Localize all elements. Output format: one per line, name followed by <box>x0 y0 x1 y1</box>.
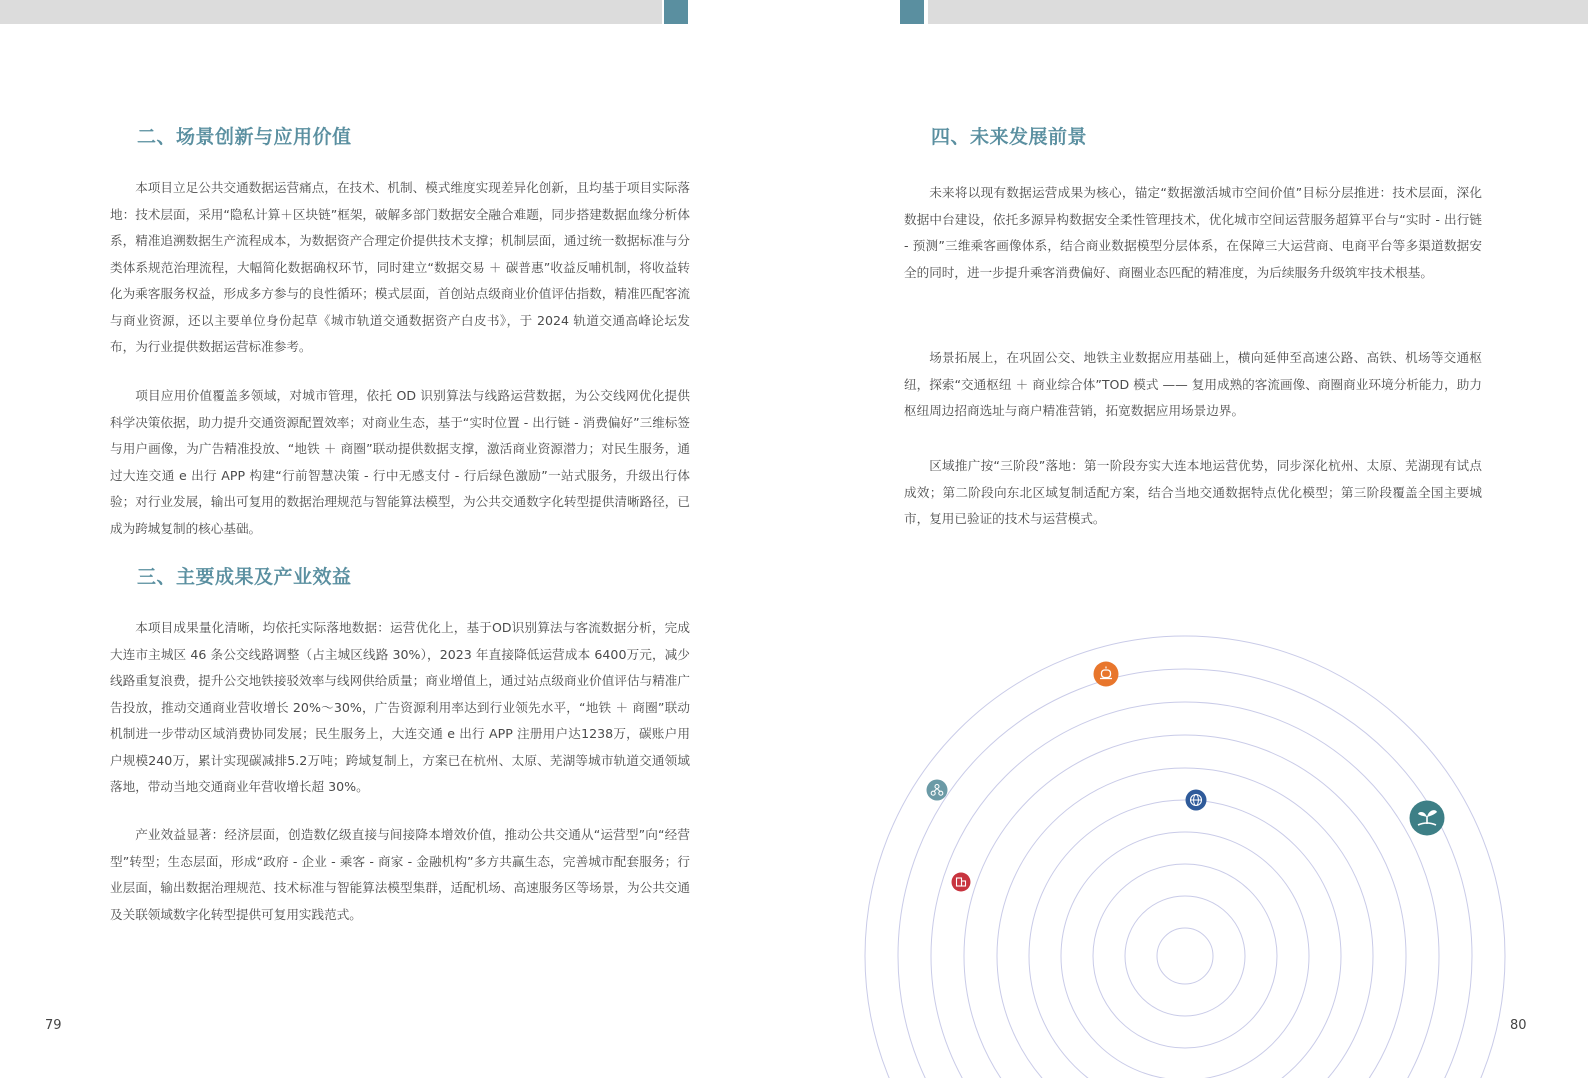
plant-icon <box>1410 801 1445 836</box>
section2-heading: 二、场景创新与应用价值 <box>137 126 352 148</box>
section4-heading: 四、未来发展前景 <box>931 126 1088 148</box>
section4-paragraph-3: 区域推广按“三阶段”落地：第一阶段夯实大连本地运营优势，同步深化杭州、太原、芜湖现有试点成效；第二阶段向东北区域复制适配方案，结合当地交通数据特点优化模型；第三阶段覆盖全国主要城市，复用已验证的技术与运营模式。 <box>904 458 1482 526</box>
section3-heading: 三、主要成果及产业效益 <box>137 566 352 588</box>
page-number-right: 80 <box>1510 1018 1527 1033</box>
ring <box>898 669 1472 1078</box>
section3-paragraph-1: 本项目成果量化清晰，均依托实际落地数据：运营优化上，基于OD识别算法与客流数据分析，完成大连市主城区 46 条公交线路调整（占主城区线路 30%），2023 年直接降低运营成本 6400万元，减少线路重复浪费，提升公交地铁接驳效率与线网供给质量；商业增值上，通过站点级商业价值评估与精准广告投放，推动交通商业营收增长 20%～30%，广告资源利用率达到行业领先水平，“地铁 ＋ 商圈”联动机制进一步带动区域消费协同发展；民生服务上，大连交通 e 出行 APP 注册用户达1238万，碳账户用户规模240万，累计实现碳减排5.2万吨；跨域复制上，方案已在杭州、太原、芜湖等城市轨道交通领域落地，带动当地交通商业年营收增长超 30%。 <box>110 620 690 794</box>
ring <box>964 735 1406 1078</box>
network-icon-bg <box>927 780 948 801</box>
ring <box>1157 928 1213 984</box>
ring <box>1061 832 1309 1078</box>
section4-paragraph-1: 未来将以现有数据运营成果为核心，锚定“数据激活城市空间价值”目标分层推进：技术层面，深化数据中台建设，依托多源异构数据安全柔性管理技术，优化城市空间运营服务超算平台与“实时 - 出行链 - 预测”三维乘客画像体系，结合商业数据模型分层体系，在保障三大运营商、电商平台等多渠道数据安全的同时，进一步提升乘客消费偏好、商圈业态匹配的精准度，为后续服务升级筑牢技术根基。 <box>904 185 1482 280</box>
section4-paragraph-2: 场景拓展上，在巩固公交、地铁主业数据应用基础上，横向延伸至高速公路、高铁、机场等交通枢纽，探索“交通枢纽 ＋ 商业综合体”TOD 模式 —— 复用成熟的客流画像、商圈商业环境分析能力，助力枢纽周边招商选址与商户精准营销，拓宽数据应用场景边界。 <box>904 350 1482 418</box>
section2-paragraph-1: 本项目立足公共交通数据运营痛点，在技术、机制、模式维度实现差异化创新，且均基于项目实际落地：技术层面，采用“隐私计算＋区块链”框架，破解多部门数据安全融合难题，同步搭建数据血缘分析体系，精准追溯数据生产流程成本，为数据资产合理定价提供技术支撑；机制层面，通过统一数据标准与分类体系规范治理流程，大幅简化数据确权环节，同时建立“数据交易 ＋ 碳普惠”收益反哺机制，将收益转化为乘客服务权益，形成多方参与的良性循环；模式层面，首创站点级商业价值评估指数，精准匹配客流与商业资源，还以主要单位身份起草《城市轨道交通数据资产白皮书》，于 2024 轨道交通高峰论坛发布，为行业提供数据运营标准参考。 <box>110 180 690 354</box>
section2-paragraph-2: 项目应用价值覆盖多领域，对城市管理，依托 OD 识别算法与线路运营数据，为公交线网优化提供科学决策依据，助力提升交通资源配置效率；对商业生态，基于“实时位置 - 出行链 - 消费偏好”三维标签与用户画像，为广告精准投放、“地铁 ＋ 商圈”联动提供数据支撑，激活商业资源潜力；对民生服务，通过大连交通 e 出行 APP 构建“行前智慧决策 - 行中无感支付 - 行后绿色激励”一站式服务，升级出行体验；对行业发展，输出可复用的数据治理规范与智能算法模型，为公共交通数字化转型提供清晰路径，已成为跨城复制的核心基础。 <box>110 388 690 536</box>
concentric-rings <box>865 636 1505 1078</box>
section3-paragraph-2: 产业效益显著：经济层面，创造数亿级直接与间接降本增效价值，推动公共交通从“运营型”向“经营型”转型；生态层面，形成“政府 - 企业 - 乘客 - 商家 - 金融机构”多方共赢生态，完善城市配套服务；行业层面，输出数据治理规范、技术标准与智能算法模型集群，适配机场、高速服务区等场景，为公共交通及关联领域数字化转型提供可复用实践范式。 <box>110 827 690 922</box>
building-icon <box>952 873 971 892</box>
globe-icon <box>1186 790 1207 811</box>
ring <box>997 768 1373 1078</box>
network-icon <box>927 780 948 801</box>
ring <box>1093 864 1277 1048</box>
alarm-icon-bg <box>1094 662 1119 687</box>
orbit-decoration <box>840 630 1540 1078</box>
alarm-icon <box>1094 662 1119 687</box>
page-number-left: 79 <box>45 1018 62 1033</box>
ring <box>1125 896 1245 1016</box>
ring <box>931 702 1439 1078</box>
ring <box>1029 800 1341 1078</box>
right-page <box>904 0 1482 640</box>
left-page <box>110 0 690 1078</box>
